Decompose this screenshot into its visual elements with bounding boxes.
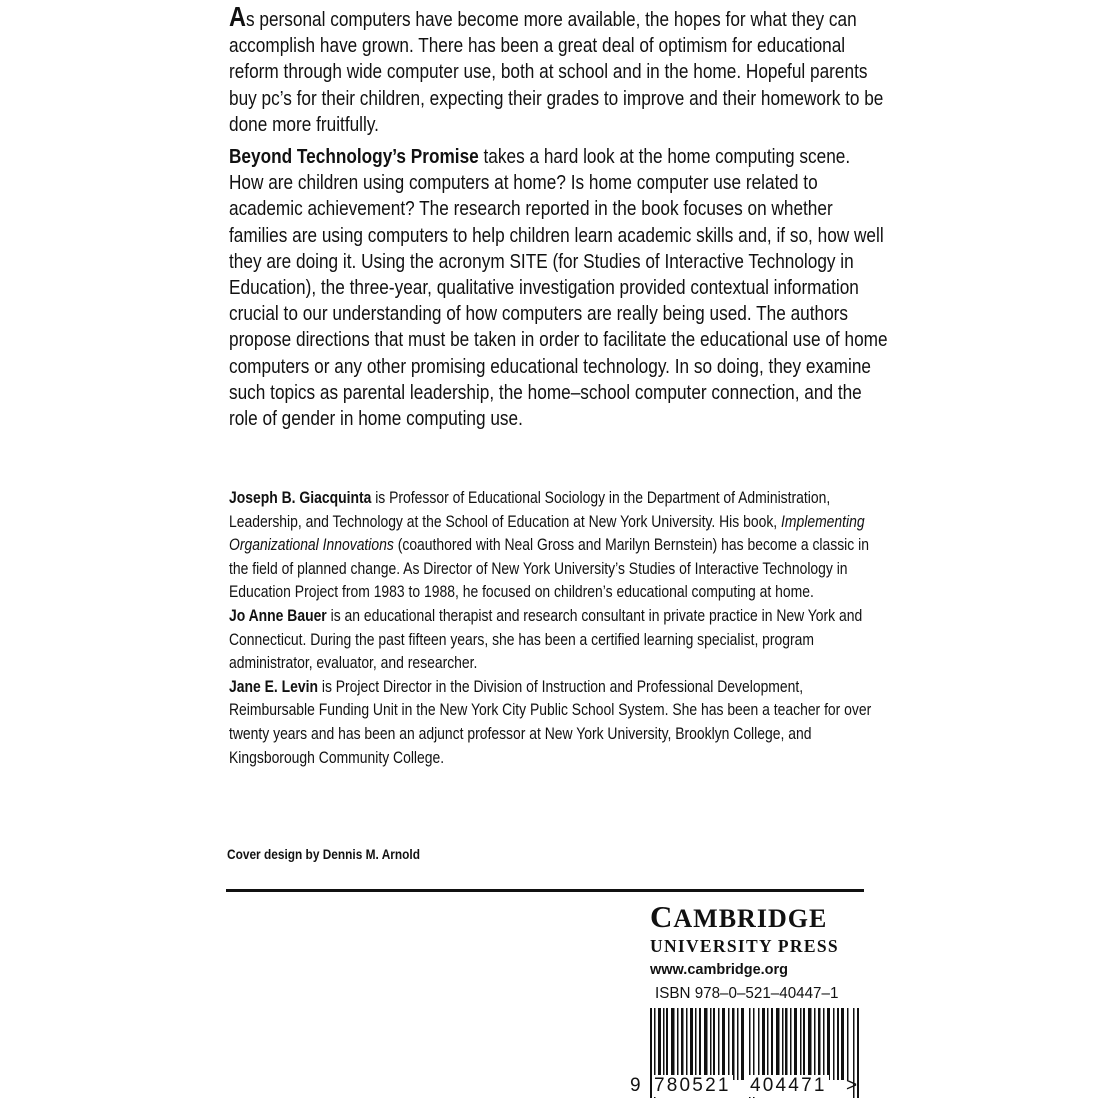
bio-giacquinta bbox=[229, 487, 876, 605]
barcode-digit-first: 9 bbox=[630, 1075, 641, 1096]
horizontal-rule bbox=[226, 889, 864, 892]
bio-levin bbox=[229, 676, 876, 770]
author-name-levin: Jane E. Levin bbox=[229, 677, 318, 696]
book-blurb bbox=[229, 1, 888, 438]
publisher-name-initial: C bbox=[650, 899, 674, 934]
publisher-block bbox=[650, 900, 864, 978]
cover-design-credit: Cover design by Dennis M. Arnold bbox=[227, 847, 420, 862]
author-bios bbox=[229, 487, 876, 770]
bio-levin-text: is Project Director in the Division of Instruction and Professional Development, Reimbursable Funding Unit in the New York City Public School System. She has been a teacher for over twenty years and has been an adjunct professor at New York University, Brooklyn College, and Kingsborough Community College. bbox=[229, 677, 872, 767]
publisher-subtitle: UNIVERSITY PRESS bbox=[650, 936, 839, 956]
bio-bauer-text: is an educational therapist and research consultant in private practice in New York and Connecticut. During the past fifteen years, she has been a certified learning specialist, program administrator, evaluator, and researcher. bbox=[229, 606, 863, 673]
blurb-paragraph-1 bbox=[229, 1, 888, 138]
barcode-digits-right: 404471 bbox=[750, 1075, 827, 1096]
author-name-giacquinta: Joseph B. Giacquinta bbox=[229, 489, 372, 507]
barcode-arrow: > bbox=[846, 1075, 858, 1096]
isbn-label: ISBN 978–0–521–40447–1 bbox=[655, 985, 839, 1002]
barcode-digits bbox=[630, 1075, 870, 1097]
bio-giacquinta-text-2: (coauthored with Neal Gross and Marilyn Bernstein) has become a classic in the field of planned change. As Director of New York University’s Studies of Interactive Technology in Education Project from 1983 to 1988, he focused on children’s educational computing at home. bbox=[229, 536, 869, 602]
bio-giacquinta-text-1: is Professor of Educational Sociology in the Department of Administration, Leadership, and Technology at the School of Education at New York University. His book, bbox=[229, 489, 831, 531]
blurb-paragraph-2 bbox=[229, 144, 888, 432]
author-name-bauer: Jo Anne Bauer bbox=[229, 606, 327, 625]
bio-bauer bbox=[229, 605, 876, 676]
bio-book-title: Implementing Organizational Innovations bbox=[229, 512, 865, 555]
publisher-name bbox=[650, 900, 864, 936]
publisher-url[interactable]: www.cambridge.org bbox=[650, 962, 789, 978]
publisher-name-rest: AMBRIDGE bbox=[673, 904, 828, 933]
barcode-digits-left: 780521 bbox=[654, 1075, 731, 1096]
drop-cap: A bbox=[229, 1, 246, 32]
blurb-paragraph-2-text: takes a hard look at the home computing scene. How are children using computers at home? Is home computer use related to academic achievement? The research reported in the book focuses on whether families are using computers to help children learn academic skills and, if so, how well they are doing it. Using the acronym SITE (for Studies of Interactive Technology in Education), the three-year, qualitative investigation provided contextual information crucial to our understanding of how computers are really being used. The authors propose directions that must be taken in order to facilitate the educational use of home computers or any other promising educational technology. In so doing, they examine such topics as parental leadership, the home–school computer connection, and the role of gender in home computing use. bbox=[229, 145, 888, 431]
blurb-paragraph-1-text: s personal computers have become more available, the hopes for what they can accomplish have grown. There has been a great deal of optimism for educational reform through wide computer use, both at school and in the home. Hopeful parents buy pc’s for their children, expecting their grades to improve and their homework to be done more fruitfully. bbox=[229, 8, 884, 136]
book-title: Beyond Technology’s Promise bbox=[229, 145, 479, 169]
